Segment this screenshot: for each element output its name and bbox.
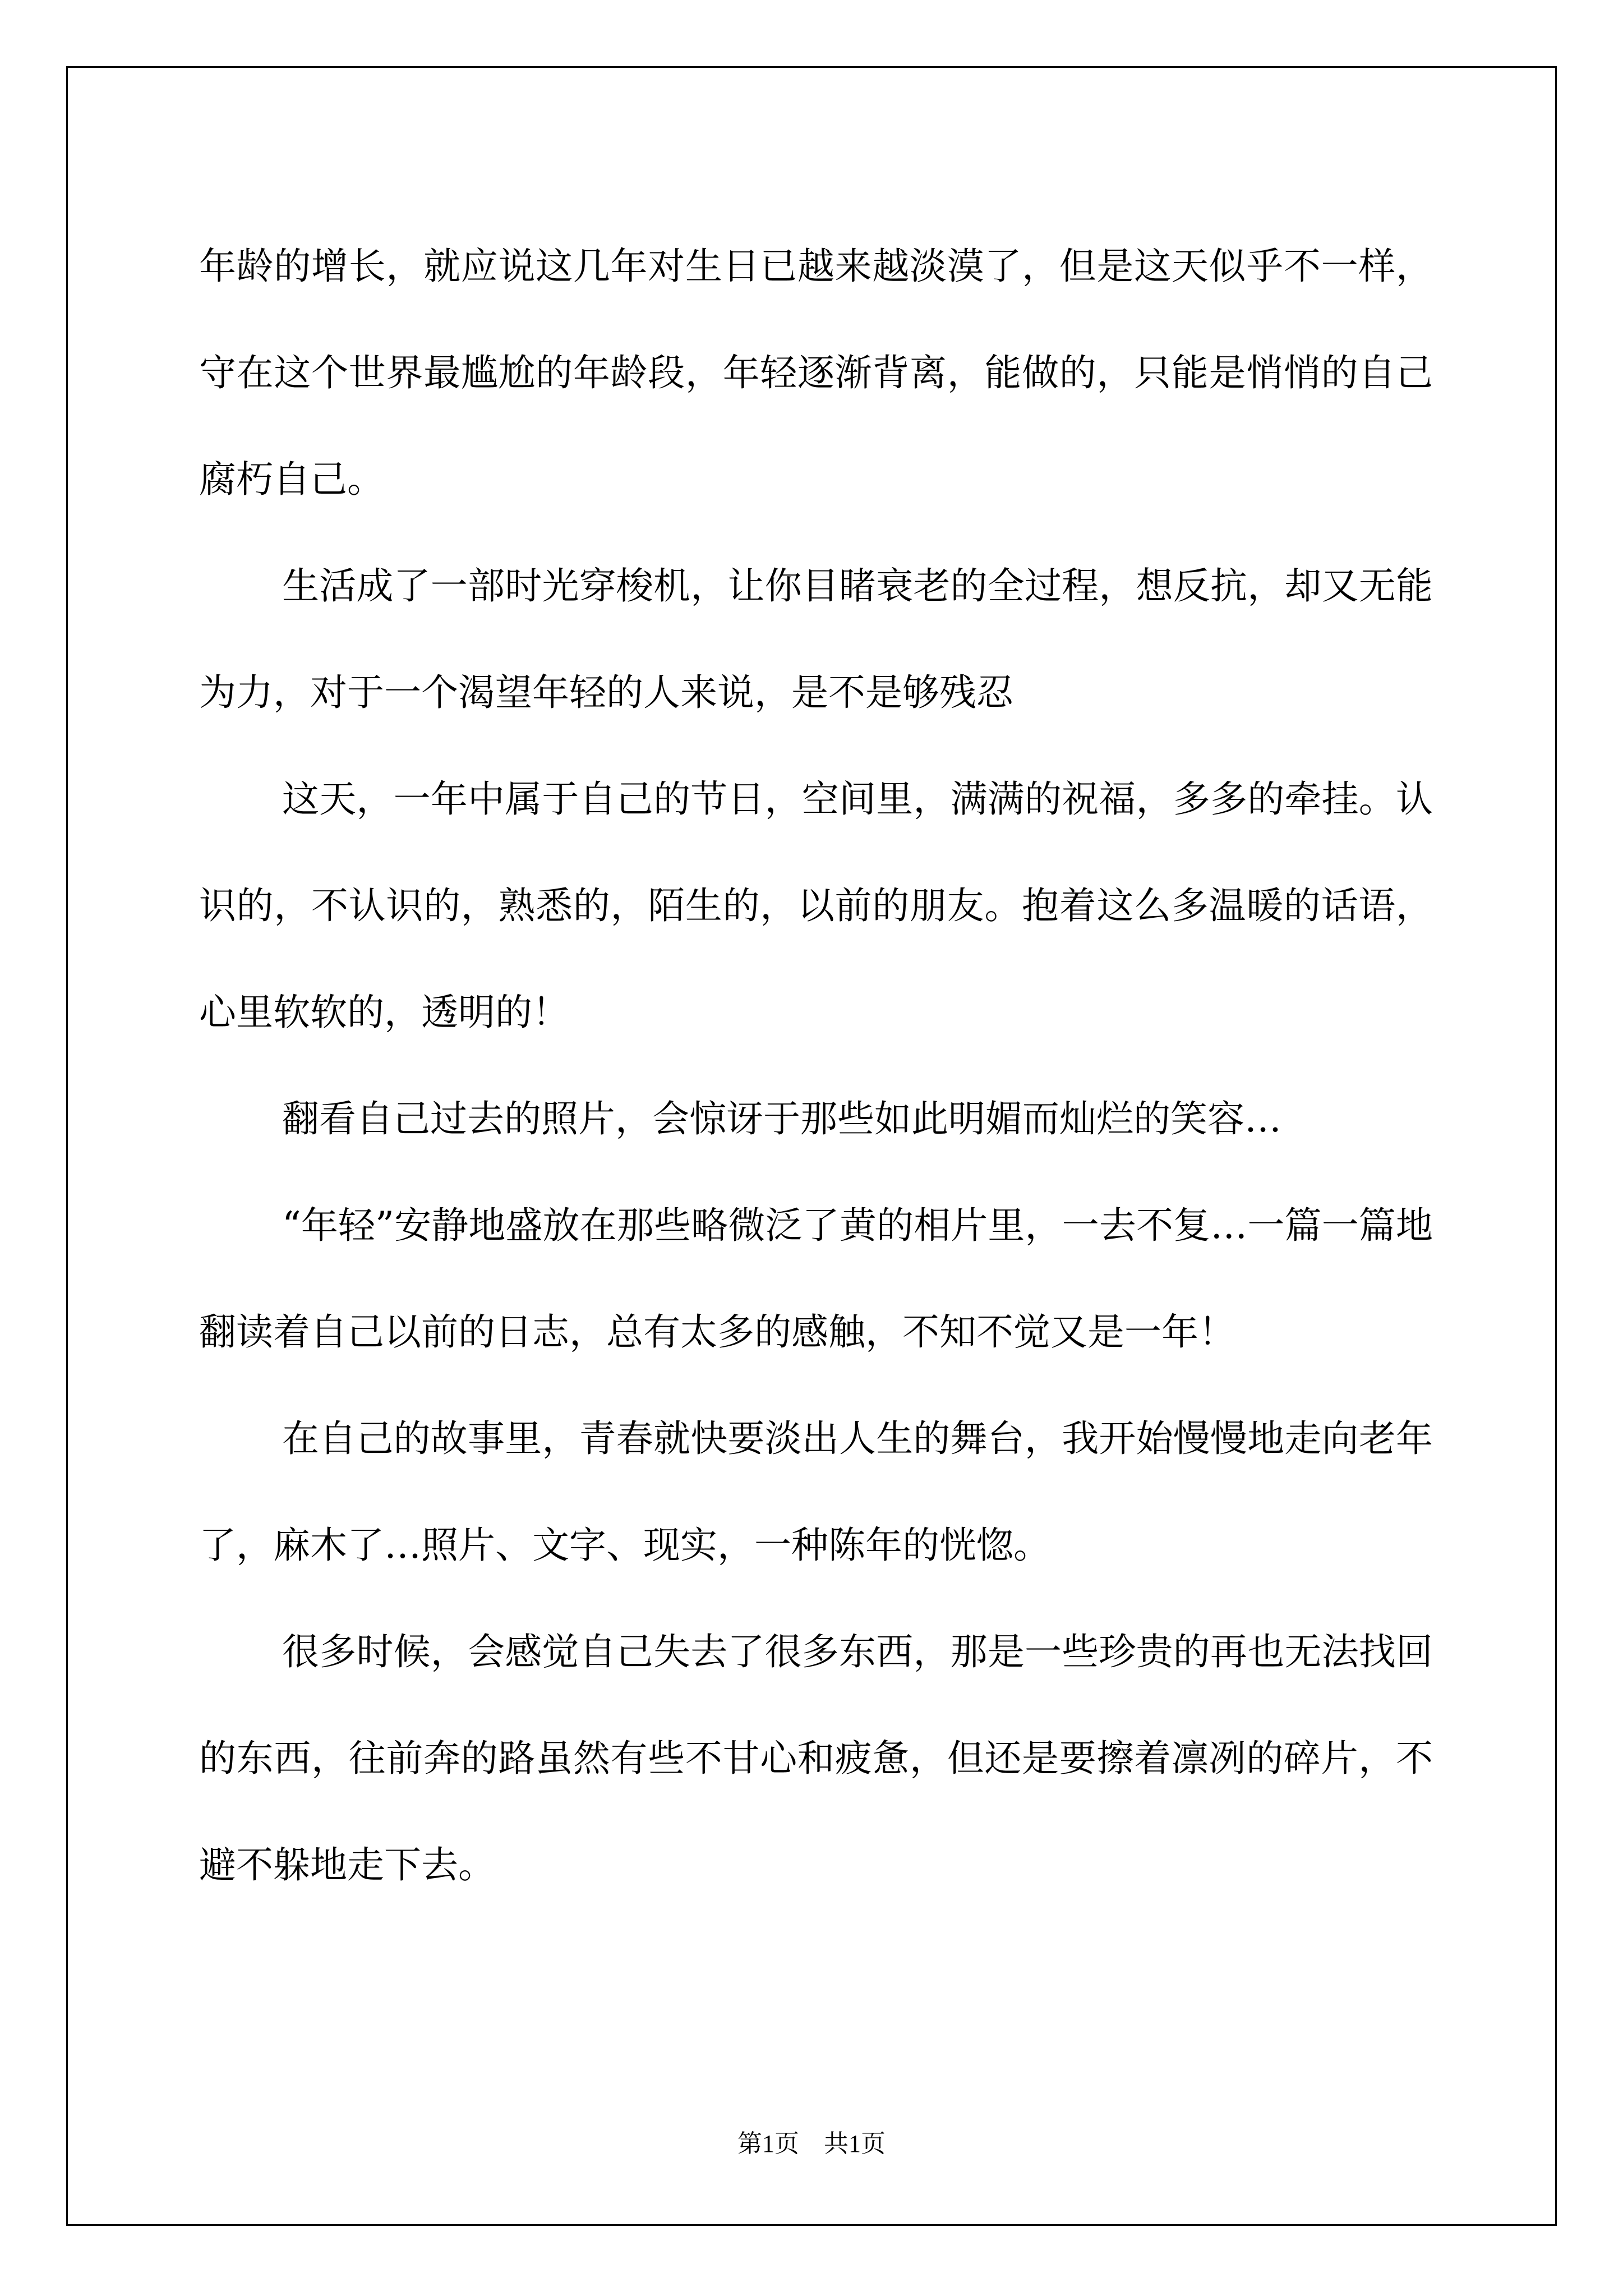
page-number-current: 第1页: [737, 2130, 799, 2157]
paragraph-3: 这天，一年中属于自己的节日，空间里，满满的祝福，多多的牵挂。认识的，不认识的，熟悉的，陌生的，以前的朋友。抱着这么多温暖的话语，心里软软的，透明的！: [199, 777, 1433, 1034]
page-number-total: 共1页: [824, 2130, 886, 2157]
paragraph-6: 在自己的故事里，青春就快要淡出人生的舞台，我开始慢慢地走向老年了，麻木了…照片、文字、现实，一种陈年的恍惚。: [199, 1417, 1433, 1567]
paragraph-2: 生活成了一部时光穿梭机，让你目睹衰老的全过程，想反抗，却又无能为力，对于一个渴望年轻的人来说，是不是够残忍: [199, 564, 1433, 714]
page-footer: [0, 2127, 1623, 2161]
document-body: [199, 213, 1433, 1918]
paragraph-5: “年轻”安静地盛放在那些略微泛了黄的相片里，一去不复…一篇一篇地翻读着自己以前的日志，总有太多的感触，不知不觉又是一年！: [199, 1204, 1433, 1354]
paragraph-7: 很多时候，会感觉自己失去了很多东西，那是一些珍贵的再也无法找回的东西，往前奔的路虽然有些不甘心和疲惫，但还是要擦着凛冽的碎片，不避不躲地走下去。: [199, 1630, 1433, 1887]
paragraph-1: 年龄的增长，就应说这几年对生日已越来越淡漠了，但是这天似乎不一样，守在这个世界最尴尬的年龄段，年轻逐渐背离，能做的，只能是悄悄的自己腐朽自己。: [199, 245, 1433, 501]
paragraph-4: 翻看自己过去的照片，会惊讶于那些如此明媚而灿烂的笑容…: [282, 1097, 1281, 1140]
